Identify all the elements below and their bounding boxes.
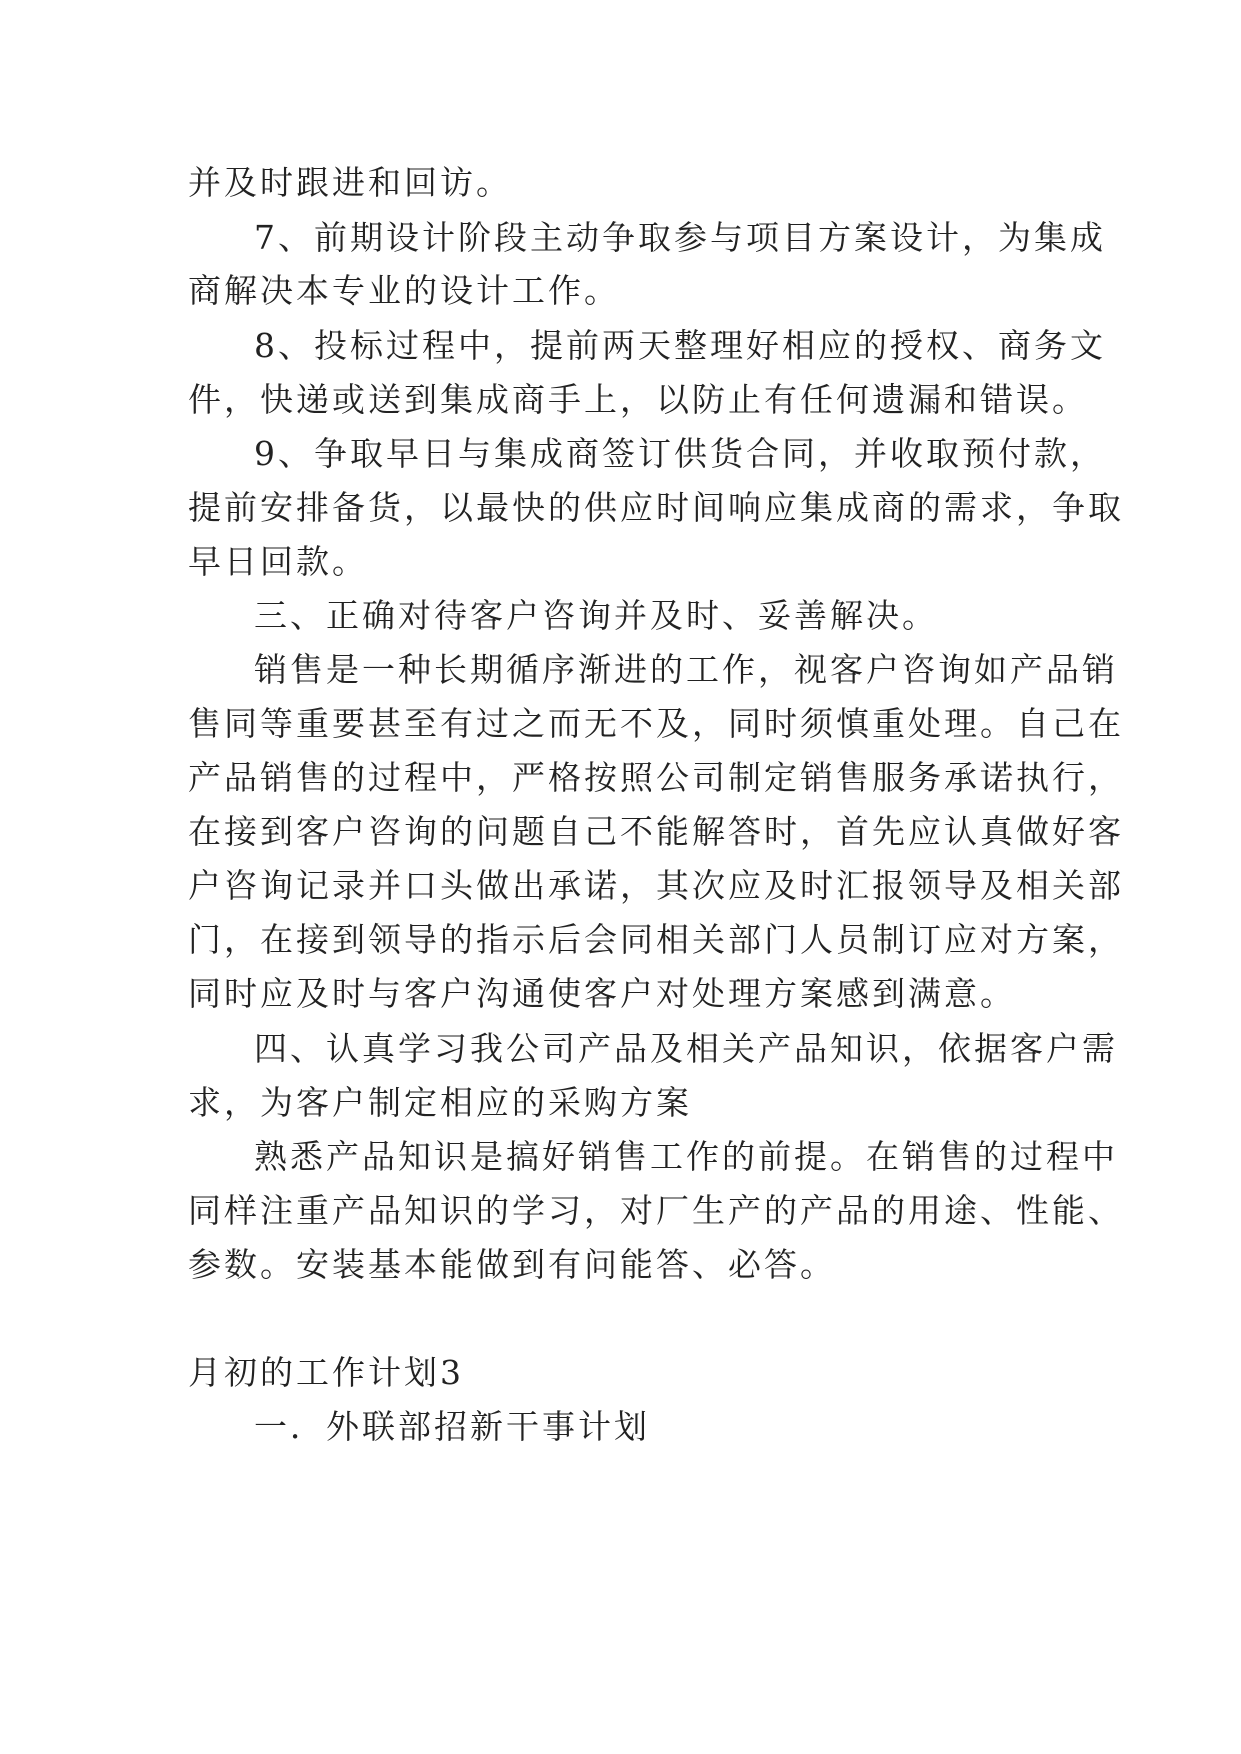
text-line: 参数。安装基本能做到有问能答、必答。	[188, 1245, 836, 1284]
text-line: 提前安排备货，以最快的供应时间响应集成商的需求，争取	[188, 488, 1124, 527]
text-line: 求，为客户制定相应的采购方案	[188, 1083, 692, 1122]
text-line: 并及时跟进和回访。	[188, 163, 512, 202]
text-line: 商解决本专业的设计工作。	[188, 271, 620, 310]
text-line: 9、争取早日与集成商签订供货合同，并收取预付款，	[254, 434, 1106, 473]
section-heading: 四、认真学习我公司产品及相关产品知识，依据客户需	[254, 1029, 1118, 1068]
section-heading: 一．外联部招新干事计划	[254, 1407, 650, 1446]
text-line: 8、投标过程中，提前两天整理好相应的授权、商务文	[254, 326, 1106, 365]
section-heading: 三、正确对待客户咨询并及时、妥善解决。	[254, 596, 938, 635]
text-line: 产品销售的过程中，严格按照公司制定销售服务承诺执行，	[188, 758, 1124, 797]
text-line: 在接到客户咨询的问题自己不能解答时，首先应认真做好客	[188, 812, 1124, 851]
text-line: 销售是一种长期循序渐进的工作，视客户咨询如产品销	[254, 650, 1118, 689]
text-line: 同样注重产品知识的学习，对厂生产的产品的用途、性能、	[188, 1191, 1124, 1230]
text-line: 熟悉产品知识是搞好销售工作的前提。在销售的过程中	[254, 1137, 1118, 1176]
text-line: 同时应及时与客户沟通使客户对处理方案感到满意。	[188, 974, 1016, 1013]
text-line: 售同等重要甚至有过之而无不及，同时须慎重处理。自己在	[188, 704, 1124, 743]
text-line: 7、前期设计阶段主动争取参与项目方案设计，为集成	[254, 218, 1106, 257]
text-line: 户咨询记录并口头做出承诺，其次应及时汇报领导及相关部	[188, 866, 1124, 905]
text-line: 门，在接到领导的指示后会同相关部门人员制订应对方案，	[188, 920, 1124, 959]
document-title: 月初的工作计划3	[188, 1353, 464, 1392]
text-line: 早日回款。	[188, 542, 368, 581]
text-line: 件，快递或送到集成商手上，以防止有任何遗漏和错误。	[188, 380, 1088, 419]
